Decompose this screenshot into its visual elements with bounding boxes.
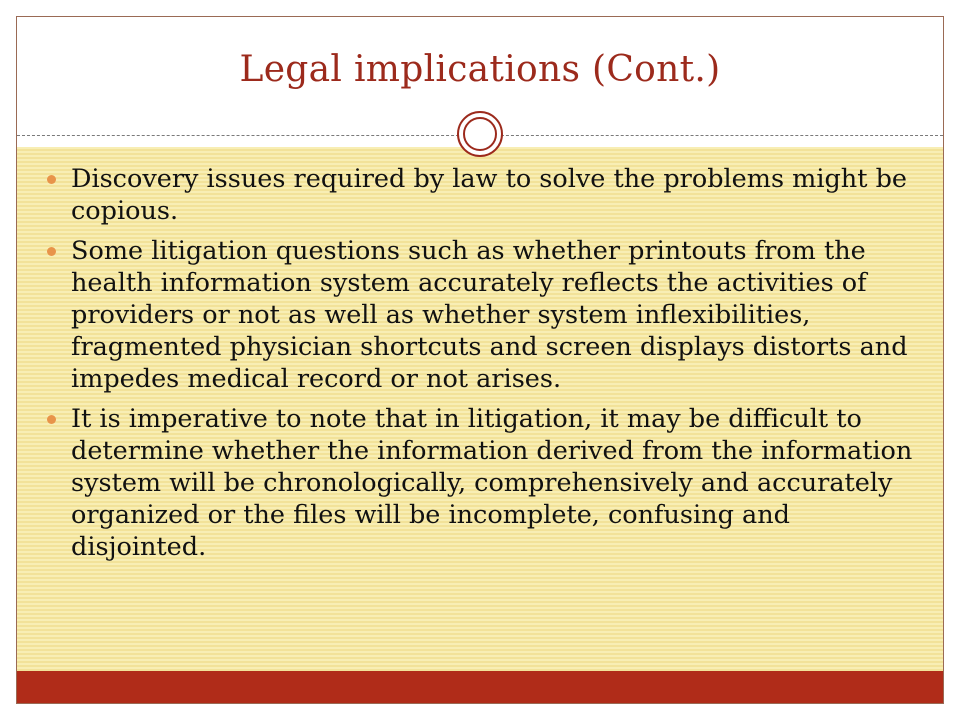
circle-ornament-icon: [457, 111, 503, 157]
bullet-text: Some litigation questions such as whether printouts from the health information system accurately reflects the activities of providers or not as well as whether system inflexibilities, fragmented physician shortcuts and screen displays distorts and impedes medical record or not arises.: [71, 236, 908, 394]
slide-title: Legal implications (Cont.): [239, 49, 721, 90]
bullet-dot-icon: [47, 247, 56, 256]
bullet-item: [17, 235, 943, 395]
slide: [16, 16, 944, 704]
bullet-item: [17, 163, 943, 227]
bullet-text: It is imperative to note that in litigation, it may be difficult to determine whether the information derived from the information system will be chronologically, comprehensively and accurately organized or the files will be incomplete, confusing and disjointed.: [71, 404, 913, 562]
bullet-list: [17, 163, 943, 571]
bullet-text: Discovery issues required by law to solve the problems might be copious.: [71, 164, 907, 226]
bullet-dot-icon: [47, 415, 56, 424]
bullet-item: [17, 403, 943, 563]
circle-ornament-inner: [463, 117, 497, 151]
footer-bar: [17, 671, 943, 703]
bullet-dot-icon: [47, 175, 56, 184]
